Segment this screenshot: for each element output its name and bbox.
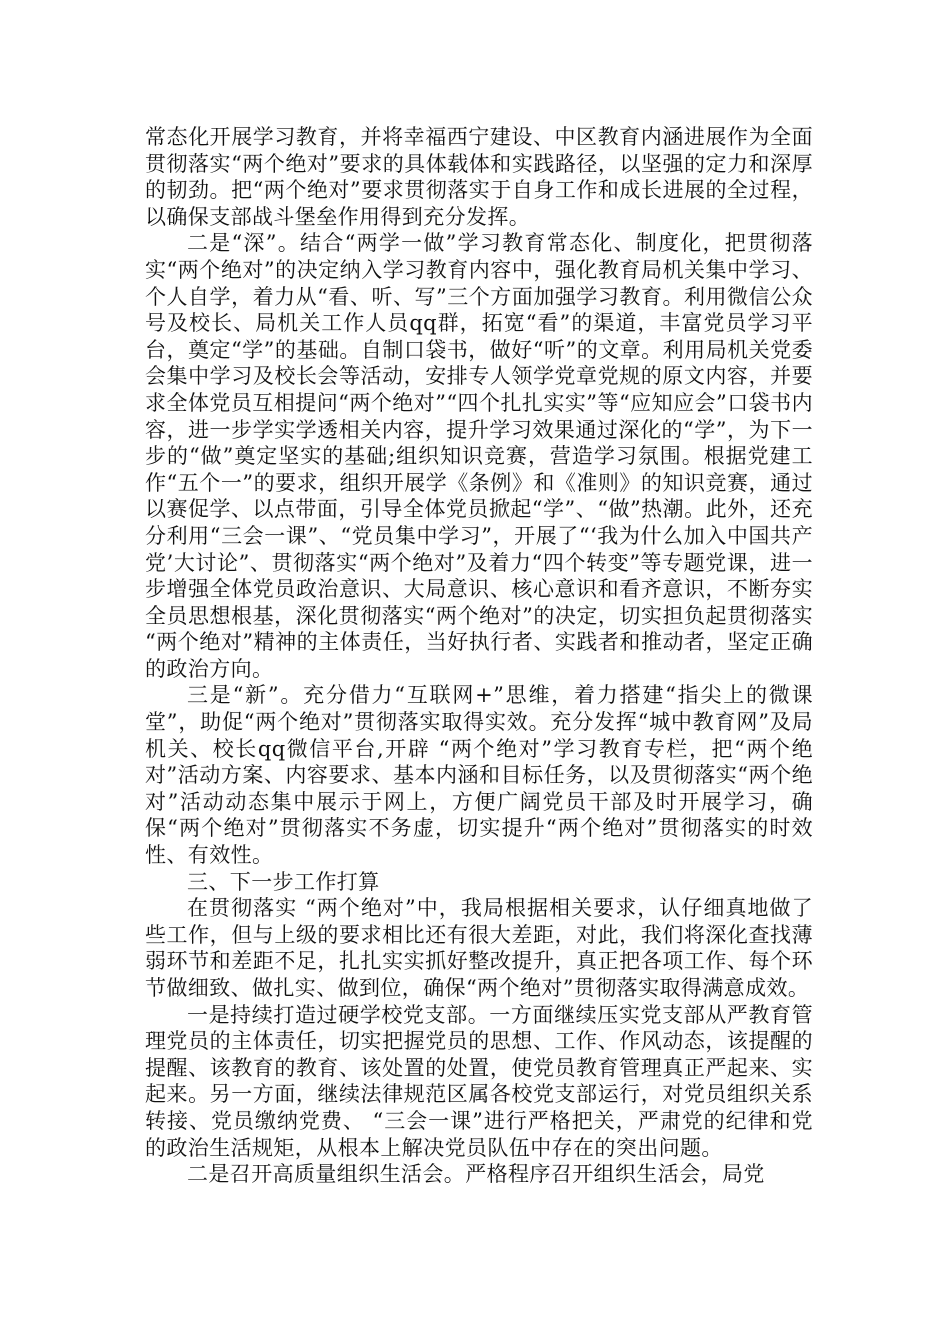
paragraph-life-meeting: 二是召开高质量组织生活会。严格程序召开组织生活会，局党 [187, 1162, 765, 1187]
paragraph-next-steps-intro: 在贯彻落实 “两个绝对”中，我局根据相关要求，认仔细真地做了些工作，但与上级的要求相比还有很大差距，对此，我们将深化查找薄弱环节和差距不足，扎扎实实抓好整改提升，真正把各项工作、每个环节做细致、做扎实、做到位，确保“两个绝对”贯彻落实取得满意成效。 [145, 896, 813, 1000]
section-heading-next-steps: 三、下一步工作打算 [187, 869, 380, 894]
paragraph-new: 三是“新”。充分借力“互联网+”思维，着力搭建“指尖上的微课堂”，助促“两个绝对”贯彻落实取得实效。充分发挥“城中教育网”及局机关、校长qq微信平台,开辟 “两个绝对”学习教育专栏，把“两个绝对”活动方案、内容要求、基本内涵和目标任务，以及贯彻落实“两个绝对”活动动态集中展示于网上，方便广阔党员干部及时开展学习，确保“两个绝对”贯彻落实不务虚，切实提升“两个绝对”贯彻落实的时效性、有效性。 [145, 683, 813, 868]
paragraph-continuation: 常态化开展学习教育，并将幸福西宁建设、中区教育内涵进展作为全面贯彻落实“两个绝对”要求的具体载体和实践路径，以坚强的定力和深厚的韧劲。把“两个绝对”要求贯彻落实于自身工作和成长进展的全过程，以确保支部战斗堡垒作用得到充分发挥。 [145, 125, 813, 229]
paragraph-party-branch: 一是持续打造过硬学校党支部。一方面继续压实党支部从严教育管理党员的主体责任，切实把握党员的思想、工作、作风动态，该提醒的提醒、该教育的教育、该处置的处置，使党员教育管理真正严起来、实起来。另一方面，继续法律规范区属各校党支部运行，对党员组织关系转接、党员缴纳党费、 “三会一课”进行严格把关，严肃党的纪律和党的政治生活规矩，从根本上解决党员队伍中存在的突出问题。 [145, 1002, 813, 1160]
paragraph-deep: 二是“深”。结合“两学一做”学习教育常态化、制度化，把贯彻落实“两个绝对”的决定纳入学习教育内容中，强化教育局机关集中学习、个人自学，着力从“看、听、写”三个方面加强学习教育。利用微信公众号及校长、局机关工作人员qq群，拓宽“看”的渠道，丰富党员学习平台，奠定“学”的基础。自制口袋书，做好“听”的文章。利用局机关党委会集中学习及校长会等活动，安排专人领学党章党规的原文内容，并要求全体党员互相提问“两个绝对”“四个扎扎实实”等“应知应会”口袋书内容，进一步学实学透相关内容，提升学习效果通过深化的“学”，为下一步的“做”奠定坚实的基础;组织知识竞赛，营造学习氛围。根据党建工作“五个一”的要求，组织开展学《条例》和《准则》的知识竞赛，通过以赛促学、以点带面，引导全体党员掀起“学”、“做”热潮。此外，还充分利用“三会一课”、“党员集中学习”，开展了“‘我为什么加入中国共产党’大讨论”、贯彻落实“两个绝对”及着力“四个转变”等专题党课，进一步增强全体党员政治意识、大局意识、核心意识和看齐意识，不断夯实全员思想根基，深化贯彻落实“两个绝对”的决定，切实担负起贯彻落实 “两个绝对”精神的主体责任，当好执行者、实践者和推动者，坚定正确的政治方向。 [145, 231, 813, 681]
document-body [145, 124, 813, 1188]
